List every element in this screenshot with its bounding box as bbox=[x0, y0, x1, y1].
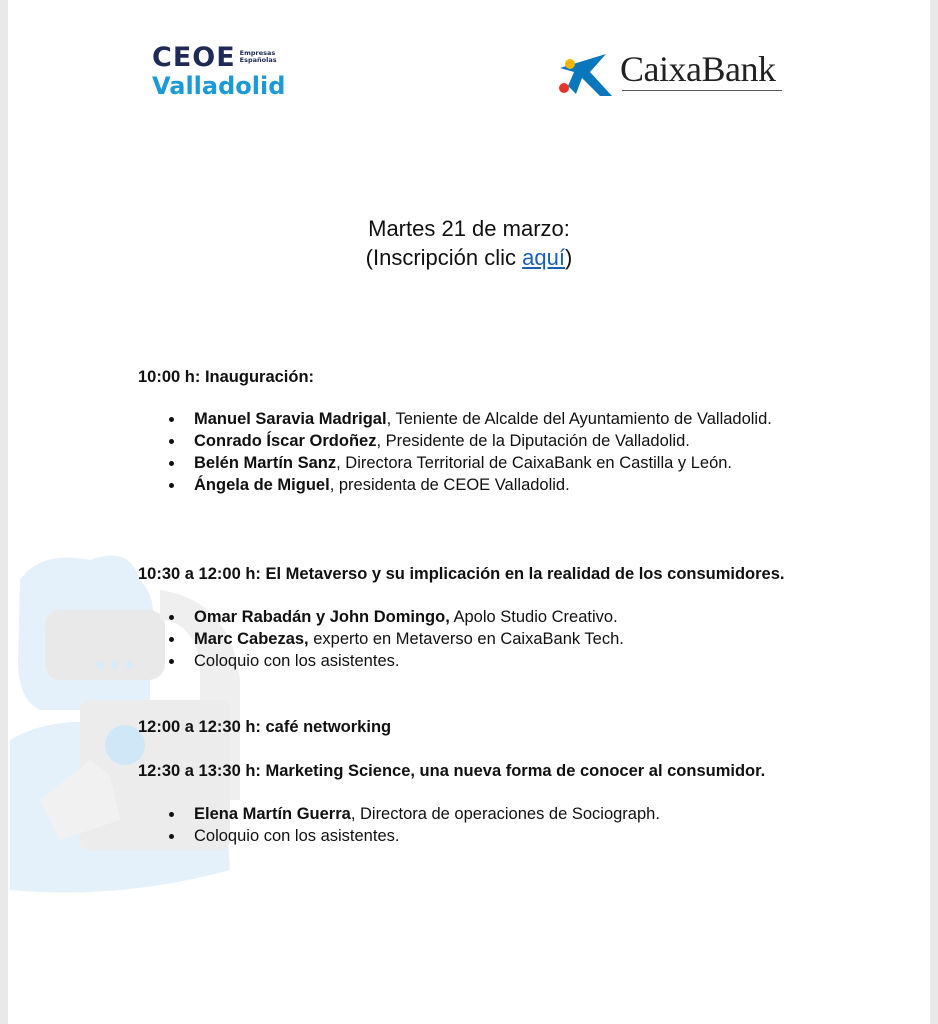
caixabank-logo bbox=[554, 50, 786, 98]
list-item: Omar Rabadán y John Domingo, Apolo Studio Creativo. bbox=[194, 606, 800, 628]
section-title: 12:30 a 13:30 h: Marketing Science, una nueva forma de conocer al consumidor. bbox=[138, 762, 766, 780]
list-item: Coloquio con los asistentes. bbox=[194, 825, 800, 847]
ceoe-logo-word: CEOE bbox=[152, 42, 236, 73]
section-inauguracion bbox=[138, 366, 800, 496]
list-item: Manuel Saravia Madrigal, Teniente de Alcalde del Ayuntamiento de Valladolid. bbox=[194, 408, 800, 430]
section-title: 10:30 a 12:00 h: El Metaverso y su implicación en la realidad de los consumidores. bbox=[138, 565, 785, 583]
caixabank-logo-word: CaixaBank bbox=[620, 49, 776, 89]
section-title: 10:00 h: Inauguración: bbox=[138, 368, 315, 386]
ceoe-valladolid-logo bbox=[152, 42, 302, 108]
list-item: Coloquio con los asistentes. bbox=[194, 650, 800, 672]
list-item: Marc Cabezas, experto en Metaverso en CaixaBank Tech. bbox=[194, 628, 800, 650]
event-date-block bbox=[0, 214, 938, 272]
list-item: Belén Martín Sanz, Directora Territorial de CaixaBank en Castilla y León. bbox=[194, 452, 800, 474]
event-date: Martes 21 de marzo: bbox=[368, 216, 570, 241]
speaker-list bbox=[138, 803, 800, 847]
caixabank-star-icon bbox=[554, 50, 616, 98]
signup-link[interactable]: aquí bbox=[522, 245, 565, 270]
section-marketing-science bbox=[138, 760, 800, 847]
caixabank-underline bbox=[622, 90, 782, 91]
section-title: 12:00 a 12:30 h: café networking bbox=[138, 718, 392, 736]
speaker-list bbox=[138, 408, 800, 496]
list-item: Elena Martín Guerra, Directora de operaciones de Sociograph. bbox=[194, 803, 800, 825]
speaker-list bbox=[138, 606, 800, 672]
list-item: Ángela de Miguel, presidenta de CEOE Valladolid. bbox=[194, 474, 800, 496]
section-metaverso bbox=[138, 563, 800, 672]
section-networking bbox=[138, 716, 800, 738]
ceoe-logo-subtitle: Empresas Españolas bbox=[239, 49, 277, 64]
list-item: Conrado Íscar Ordoñez, Presidente de la Diputación de Valladolid. bbox=[194, 430, 800, 452]
ceoe-logo-city: Valladolid bbox=[152, 72, 286, 100]
signup-line: (Inscripción clic aquí) bbox=[365, 245, 573, 270]
